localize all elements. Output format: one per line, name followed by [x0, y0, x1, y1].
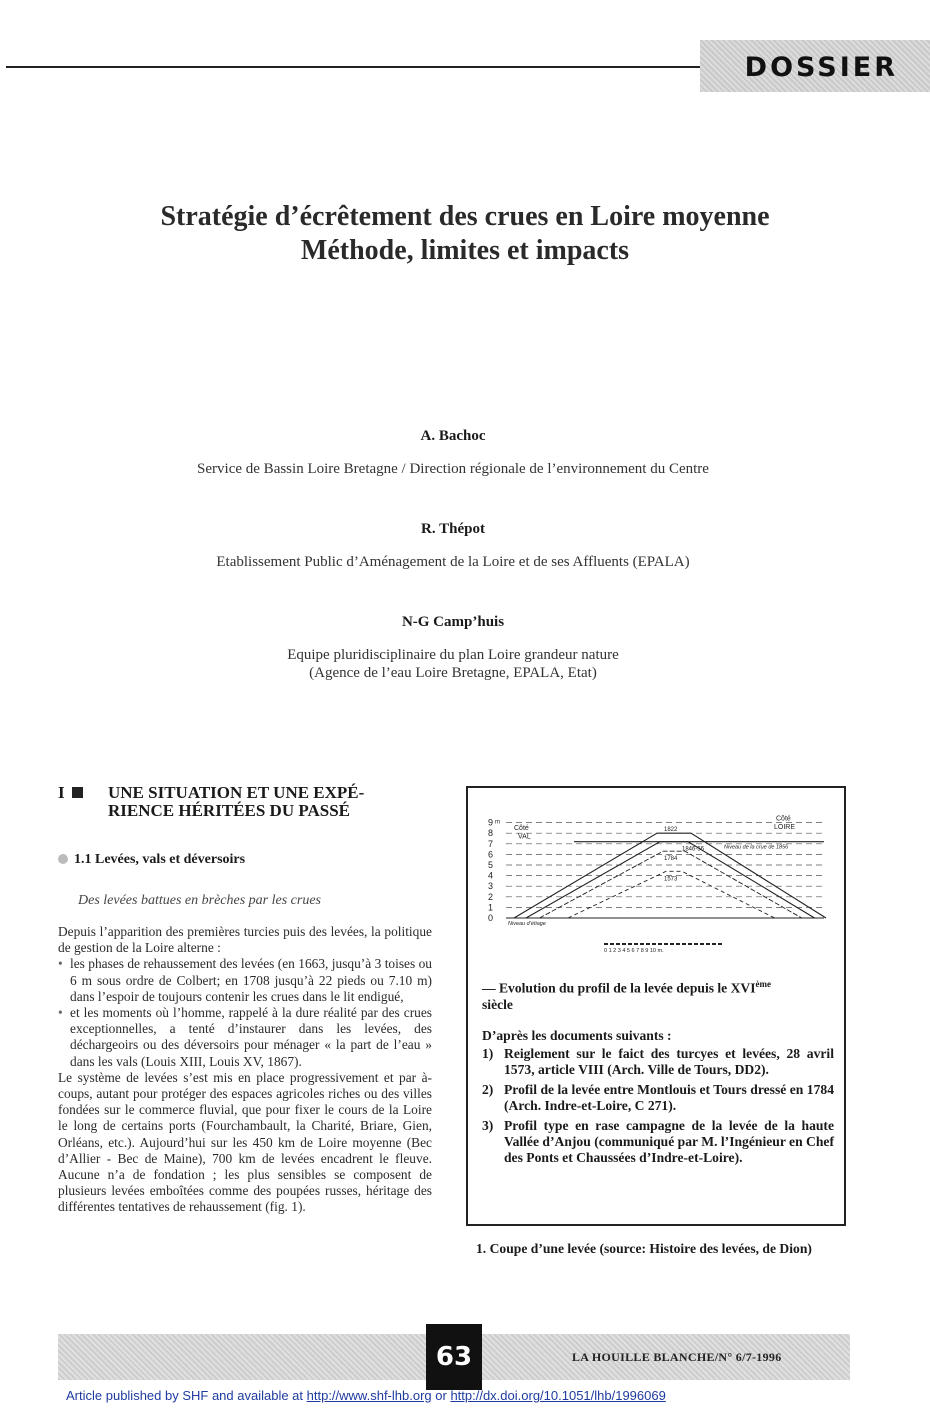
- paragraph: Depuis l’apparition des premières turcies puis des levées, la politique de gestion de la Loire alterne :: [58, 924, 432, 956]
- author-name: N-G Camp’huis: [401, 614, 505, 630]
- list-item: • les phases de rehaussement des levées (en 1663, jusqu’à 3 toises ou 6 m sous ordre de Colbert; en 1708 jusqu’à 22 pieds ou 7.10 m) dans l’espoir de toujours contenir les crues dans le lit endigué,: [58, 956, 432, 1005]
- list-item: [482, 1046, 834, 1078]
- author-name: A. Bachoc: [420, 428, 486, 444]
- caption-superscript: ème: [755, 979, 772, 989]
- list-number: 1): [482, 1046, 494, 1061]
- levee-profile-diagram: [484, 806, 830, 956]
- author-affiliation: Etablissement Public d’Aménagement de la Loire et de ses Affluents (EPALA): [216, 554, 690, 570]
- list-text: Profil de la levée entre Montlouis et Tours dressé en 1784 (Arch. Indre-et-Loire, C 271).: [504, 1082, 834, 1113]
- list-number: 2): [482, 1082, 494, 1097]
- documents-intro: D’après les documents suivants :: [482, 1028, 672, 1043]
- caption-text: — Evolution du profil de la levée depuis le XVI: [482, 980, 756, 996]
- ground-label: Niveau d’étiage: [508, 921, 546, 927]
- bullet-list: [58, 956, 432, 1069]
- side-label-val: Côté: [514, 825, 529, 833]
- y-tick-label: 2: [488, 891, 494, 902]
- list-text: Reiglement sur le faict des turcyes et levées, 28 avril 1573, article VIII (Arch. Ville de Tours, DD2).: [504, 1046, 834, 1077]
- title-line-2: Méthode, limites et impacts: [300, 235, 630, 266]
- section-heading-line-1: UNE SITUATION ET UNE EXPÉ-: [108, 783, 365, 802]
- list-item: • et les moments où l’homme, rappelé à la dure réalité par des crues exceptionnelles, a tenté d’instaurer dans les levées, des déchargeoirs ou des déversoirs pour ménager « la part de l’eau » dans les vals (Louis XIII, Louis XV, 1867).: [58, 1005, 432, 1070]
- bullet-circle-icon: [58, 854, 68, 864]
- caption-end: siècle: [482, 996, 513, 1012]
- profile-year-label: 1822: [664, 827, 678, 834]
- article-title: [60, 200, 870, 268]
- side-label-loire: LOIRE: [774, 823, 796, 831]
- section-number: I: [58, 783, 65, 802]
- author-name: R. Thépot: [421, 521, 485, 537]
- page-number: 63: [426, 1324, 482, 1390]
- documents-list: [482, 1046, 834, 1170]
- y-tick-label: 3: [488, 881, 494, 892]
- body-text: [58, 924, 432, 1216]
- figure-number-caption: 1. Coupe d’une levée (source: Histoire des levées, de Dion): [476, 1241, 812, 1256]
- section-band: [700, 40, 930, 92]
- y-tick-label: 0: [488, 913, 494, 923]
- figure-box: [466, 786, 846, 1226]
- y-tick-label: 1: [488, 902, 494, 913]
- subsection-heading-text: 1.1 Levées, vals et déversoirs: [74, 852, 246, 867]
- figure-caption: [482, 976, 832, 1013]
- journal-reference: LA HOUILLE BLANCHE/N° 6/7-1996: [572, 1350, 782, 1364]
- section-square-icon: [72, 787, 83, 798]
- publication-notice: [66, 1388, 666, 1403]
- scale-label: 0 1 2 3 4 5 6 7 8 9 10 m.: [604, 948, 664, 954]
- publication-mid: or: [431, 1388, 451, 1403]
- profile-year-label: 1846-56: [682, 846, 705, 853]
- header-rule: [6, 66, 700, 68]
- y-tick-label: 6: [488, 849, 494, 860]
- y-tick-label: 5: [488, 860, 494, 870]
- side-label-loire: Côté: [776, 815, 791, 823]
- y-unit-label: m: [495, 819, 500, 826]
- profile-year-label: 1784: [664, 856, 678, 863]
- publication-prefix: Article published by SHF and available at: [66, 1388, 307, 1403]
- side-label-val: VAL: [518, 833, 531, 841]
- y-tick-label: 8: [488, 828, 494, 839]
- list-text: Profil type en rase campagne de la levée de la haute Vallée d’Anjou (communiqué par M. l’Ingénieur en Chef des Ponts et Chaussées d’Indre-et-Loire).: [504, 1118, 834, 1165]
- author-affiliation: Equipe pluridisciplinaire du plan Loire grandeur nature: [287, 647, 619, 663]
- profile-year-label: 1573: [664, 876, 678, 883]
- italic-subtitle: Des levées battues en brèches par les crues: [78, 893, 321, 908]
- y-tick-label: 4: [488, 870, 494, 881]
- list-item: [482, 1082, 834, 1114]
- list-item: [482, 1118, 834, 1166]
- doi-link[interactable]: http://dx.doi.org/10.1051/lhb/1996069: [450, 1388, 666, 1403]
- section-heading-line-2: RIENCE HÉRITÉES DU PASSÉ: [108, 801, 351, 820]
- shf-link[interactable]: http://www.shf-lhb.org: [306, 1388, 432, 1403]
- list-number: 3): [482, 1118, 494, 1133]
- author-affiliation: (Agence de l’eau Loire Bretagne, EPALA, Etat): [309, 665, 597, 681]
- paragraph: Le système de levées s’est mis en place progressivement et par à-coups, autant pour protéger des espaces agricoles riches ou des villes fondées sur le commerce fluvial, que pour fixer le cours de la Loire le long de certains ports (Fourchambault, la Charité, Briare, Gien, Orléans, etc.). Aujourd’hui sur les 450 km de Loire moyenne (Bec d’Allier - Bec de Maine), 700 km de levées encadrent le fleuve. Aucune n’a de fondation ; les plus sensibles se composent de plusieurs levées emboîtées comme des poupées russes, héritage des différentes tentatives de rehaussement (fig. 1).: [58, 1069, 432, 1215]
- flood-level-label: Niveau de la crue de 1856: [724, 844, 789, 851]
- section-heading: [58, 784, 438, 820]
- subsection-heading: [58, 852, 245, 868]
- author-affiliation: Service de Bassin Loire Bretagne / Direction régionale de l’environnement du Centre: [197, 461, 709, 477]
- y-tick-label: 7: [488, 838, 494, 849]
- section-label: DOSSIER: [744, 52, 898, 83]
- title-line-1: Stratégie d’écrêtement des crues en Loire moyenne: [160, 201, 770, 232]
- y-tick-label: 9: [488, 817, 494, 828]
